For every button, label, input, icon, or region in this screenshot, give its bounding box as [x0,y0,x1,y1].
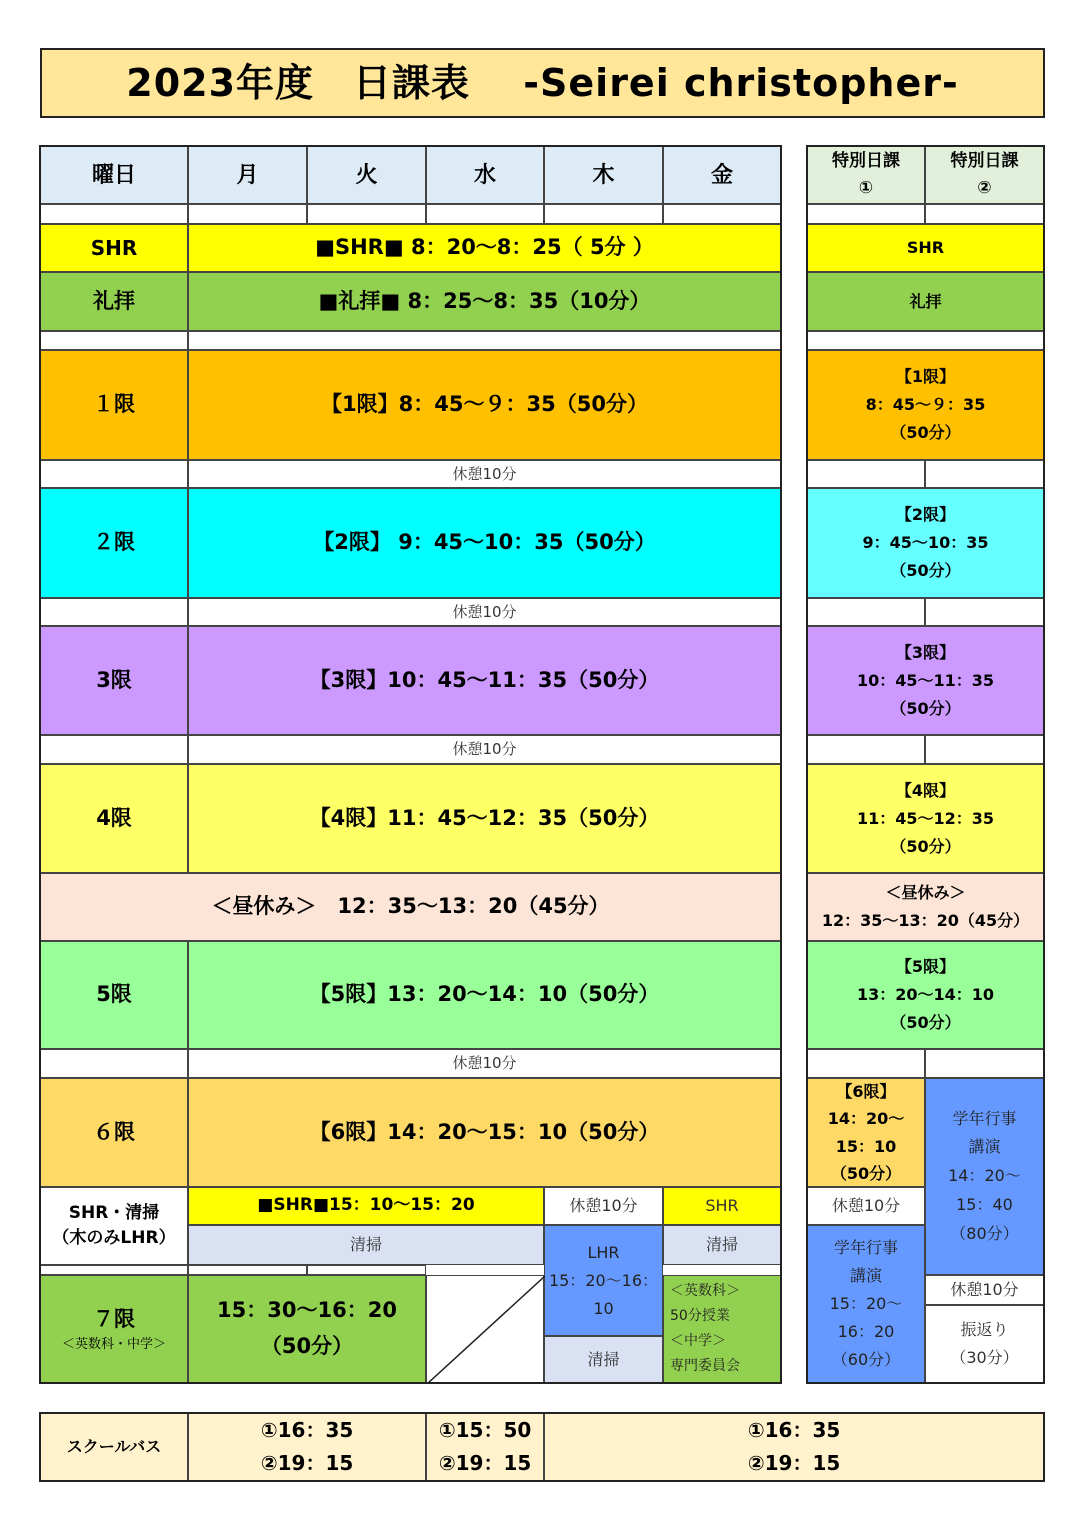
header-day-wed: 水 [426,146,544,204]
period5-label: 5限 [40,941,188,1049]
header-day-label: 曜日 [40,146,188,204]
period7-time: 15：30〜16：20 （50分） [188,1275,426,1383]
header-day-fri: 金 [663,146,781,204]
special2-review: 振返り （30分） [925,1305,1044,1383]
spacer-cell [925,735,1044,764]
spacer-cell [188,331,781,350]
spacer-cell [807,598,925,626]
fri-shr: SHR [663,1187,781,1225]
special2-header: 特別日課 ② [925,146,1044,204]
period7-fri: ＜英数科＞ 50分授業 ＜中学＞ 専門委員会 [663,1275,781,1383]
break-label-cell [40,460,188,488]
period2-label: ２限 [40,488,188,598]
special1-event: 学年行事 講演 15：20〜 16：20 （60分） [807,1225,925,1383]
diagonal-slash [427,1276,545,1384]
bus-mon-tue: ①16：35 ②19：15 [188,1413,426,1481]
break-label-cell [40,735,188,764]
period4-label: 4限 [40,764,188,873]
spacer-cell [663,204,781,224]
lunch-break: ＜昼休み＞ 12：35〜13：20（45分） [40,873,781,941]
spacer-cell [40,1265,188,1275]
spacer-cell [807,331,1044,350]
special1-period6: 【6限】 14：20〜 15：10 （50分） [807,1078,925,1187]
thu-break: 休憩10分 [544,1187,663,1225]
period3-label: 3限 [40,626,188,735]
spacer-cell [188,204,307,224]
thu-lhr: LHR 15：20〜16： 10 [544,1225,663,1336]
bus-rest: ①16：35 ②19：15 [544,1413,1044,1481]
special1-break: 休憩10分 [807,1187,925,1225]
period7-wed-none [426,1275,544,1383]
worship-label: 礼拝 [40,272,188,331]
page-title: 2023年度 日課表 -Seirei christopher- [40,48,1045,118]
period2-time: 【2限】 9：45〜10：35（50分） [188,488,781,598]
spacer-cell [544,204,663,224]
special-lunch: ＜昼休み＞ 12：35〜13：20（45分） [807,873,1044,941]
header-day-thu: 木 [544,146,663,204]
spacer-cell [40,331,188,350]
period1-label: １限 [40,350,188,460]
special-shr: SHR [807,224,1044,272]
spacer-cell [40,204,188,224]
special-period5: 【5限】 13：20〜14：10 （50分） [807,941,1044,1049]
shr-label: SHR [40,224,188,272]
spacer-cell [807,1049,925,1078]
spacer-cell [807,204,925,224]
header-day-mon: 月 [188,146,307,204]
spacer-cell [307,204,426,224]
break-2: 休憩10分 [188,598,781,626]
period4-time: 【4限】11：45〜12：35（50分） [188,764,781,873]
period7-sublabel: ＜英数科・中学＞ [61,1337,166,1352]
special2-break: 休憩10分 [925,1275,1044,1305]
spacer-cell [807,460,925,488]
afternoon-shr: ■SHR■15：10〜15：20 [188,1187,544,1225]
period5-time: 【5限】13：20〜14：10（50分） [188,941,781,1049]
special-period3: 【3限】 10：45〜11：35 （50分） [807,626,1044,735]
period3-time: 【3限】10：45〜11：35（50分） [188,626,781,735]
period7-label-text: ７限 [93,1306,135,1331]
spacer-cell [188,1265,307,1275]
period1-time: 【1限】8：45〜９：35（50分） [188,350,781,460]
fri-cleaning: 清掃 [663,1225,781,1265]
special-period2: 【2限】 9：45〜10：35 （50分） [807,488,1044,598]
special-worship: 礼拝 [807,272,1044,331]
bus-wed: ①15：50 ②19：15 [426,1413,544,1481]
period6-label: ６限 [40,1078,188,1187]
cleaning-mon-wed: 清掃 [188,1225,544,1265]
header-day-tue: 火 [307,146,426,204]
shr-time: ■SHR■ 8：20〜8：25（ 5分 ） [188,224,781,272]
bus-label: スクールバス [40,1413,188,1481]
break-1: 休憩10分 [188,460,781,488]
spacer-cell [807,735,925,764]
period7-label [40,1275,188,1383]
spacer-cell [925,460,1044,488]
special-period4: 【4限】 11：45〜12：35 （50分） [807,764,1044,873]
spacer-cell [925,598,1044,626]
thu-cleaning: 清掃 [544,1336,663,1383]
break-3: 休憩10分 [188,735,781,764]
special1-header: 特別日課 ① [807,146,925,204]
break-label-cell [40,598,188,626]
spacer-cell [925,1049,1044,1078]
spacer-cell [925,204,1044,224]
spacer-cell [307,1265,426,1275]
special-period1: 【1限】 8：45〜９：35 （50分） [807,350,1044,460]
period6-time: 【6限】14：20〜15：10（50分） [188,1078,781,1187]
break-5: 休憩10分 [188,1049,781,1078]
worship-time: ■礼拝■ 8：25〜8：35（10分） [188,272,781,331]
spacer-cell [426,204,544,224]
special2-event: 学年行事 講演 14：20〜 15：40 （80分） [925,1078,1044,1275]
shr-cleaning-label: SHR・清掃 （木のみLHR） [40,1187,188,1265]
break-label-cell [40,1049,188,1078]
